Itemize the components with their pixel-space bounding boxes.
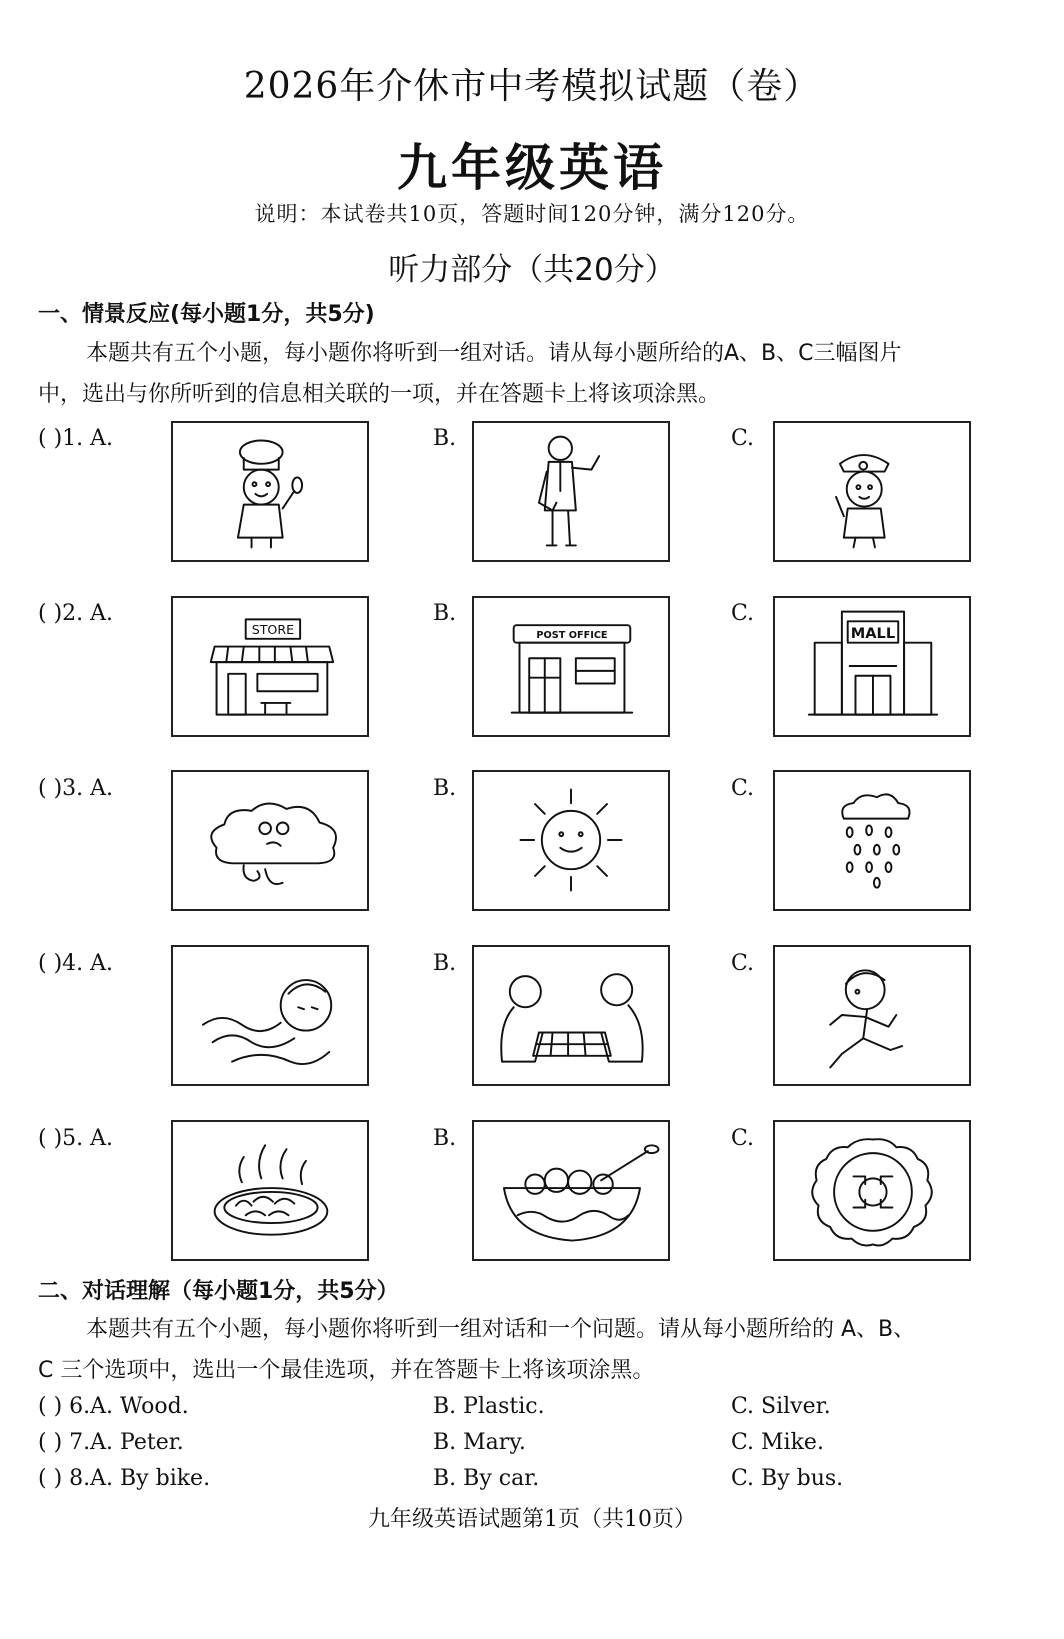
playing-chess-icon xyxy=(474,947,668,1084)
question-3-label: ( )3. A. xyxy=(38,776,114,801)
question-4-option-c: C. xyxy=(731,951,755,976)
question-1-option-b: B. xyxy=(433,426,457,451)
mooncake-icon xyxy=(775,1122,969,1259)
sun-icon xyxy=(474,772,668,909)
page-footer: 九年级英语试题第1页（共10页） xyxy=(368,1507,696,1532)
question-1-picture-b xyxy=(472,421,670,562)
subject-title: 九年级英语 xyxy=(397,139,667,197)
question-6-option-a: ( ) 6.A. Wood. xyxy=(38,1394,189,1419)
question-1-option-c: C. xyxy=(731,426,755,451)
swimming-icon xyxy=(173,947,367,1084)
question-3-picture-a xyxy=(171,770,369,911)
question-2-picture-c xyxy=(773,596,971,737)
tangyuan-bowl-icon xyxy=(474,1122,668,1259)
question-5-picture-b xyxy=(472,1120,670,1261)
question-7-option-c: C. Mike. xyxy=(731,1430,824,1455)
section2-intro-line1: 本题共有五个小题，每小题你将听到一组对话和一个问题。请从每小题所给的 A、B、 xyxy=(86,1317,916,1342)
question-2-picture-b xyxy=(472,596,670,737)
question-5-picture-c xyxy=(773,1120,971,1261)
question-8-option-b: B. By car. xyxy=(433,1466,540,1491)
question-2-option-b: B. xyxy=(433,601,457,626)
question-7-option-b: B. Mary. xyxy=(433,1430,526,1455)
question-6-option-c: C. Silver. xyxy=(731,1394,831,1419)
question-8-option-a: ( ) 8.A. By bike. xyxy=(38,1466,211,1491)
listening-section-title: 听力部分（共20分） xyxy=(388,252,676,288)
question-1-label: ( )1. A. xyxy=(38,426,114,451)
post-office-sign: POST OFFICE xyxy=(536,629,608,641)
dumplings-icon xyxy=(173,1122,367,1259)
question-2-label: ( )2. A. xyxy=(38,601,114,626)
section2-intro-line2: C 三个选项中，选出一个最佳选项，并在答题卡上将该项涂黑。 xyxy=(38,1358,655,1383)
question-4-picture-c xyxy=(773,945,971,1086)
question-6-option-b: B. Plastic. xyxy=(433,1394,545,1419)
question-2-picture-a xyxy=(171,596,369,737)
section2-heading: 二、对话理解（每小题1分，共5分） xyxy=(38,1279,399,1304)
police-officer-icon xyxy=(775,423,969,560)
exam-title: 2026年介休市中考模拟试题（卷） xyxy=(243,66,821,107)
store-sign: STORE xyxy=(251,621,295,637)
section1-heading: 一、情景反应(每小题1分，共5分) xyxy=(38,302,375,327)
question-5-label: ( )5. A. xyxy=(38,1126,114,1151)
question-5-option-b: B. xyxy=(433,1126,457,1151)
windy-cloud-icon xyxy=(173,772,367,909)
running-boy-icon xyxy=(775,947,969,1084)
mall-icon xyxy=(775,598,969,735)
rain-cloud-icon xyxy=(775,772,969,909)
store-icon xyxy=(173,598,367,735)
question-7-option-a: ( ) 7.A. Peter. xyxy=(38,1430,184,1455)
question-4-option-b: B. xyxy=(433,951,457,976)
question-5-picture-a xyxy=(171,1120,369,1261)
section1-intro-line2: 中，选出与你所听到的信息相关联的一项，并在答题卡上将该项涂黑。 xyxy=(38,382,721,407)
section1-intro-line1: 本题共有五个小题，每小题你将听到一组对话。请从每小题所给的A、B、C三幅图片 xyxy=(86,341,902,366)
question-4-picture-b xyxy=(472,945,670,1086)
question-4-label: ( )4. A. xyxy=(38,951,114,976)
mall-sign: MALL xyxy=(850,624,896,642)
question-1-picture-c xyxy=(773,421,971,562)
instructions: 说明：本试卷共10页，答题时间120分钟，满分120分。 xyxy=(254,202,810,226)
question-3-picture-b xyxy=(472,770,670,911)
businessman-icon xyxy=(474,423,668,560)
post-office-icon xyxy=(474,598,668,735)
question-1-picture-a xyxy=(171,421,369,562)
question-2-option-c: C. xyxy=(731,601,755,626)
question-3-option-b: B. xyxy=(433,776,457,801)
chef-icon xyxy=(173,423,367,560)
question-3-option-c: C. xyxy=(731,776,755,801)
question-5-option-c: C. xyxy=(731,1126,755,1151)
question-8-option-c: C. By bus. xyxy=(731,1466,844,1491)
question-4-picture-a xyxy=(171,945,369,1086)
question-3-picture-c xyxy=(773,770,971,911)
